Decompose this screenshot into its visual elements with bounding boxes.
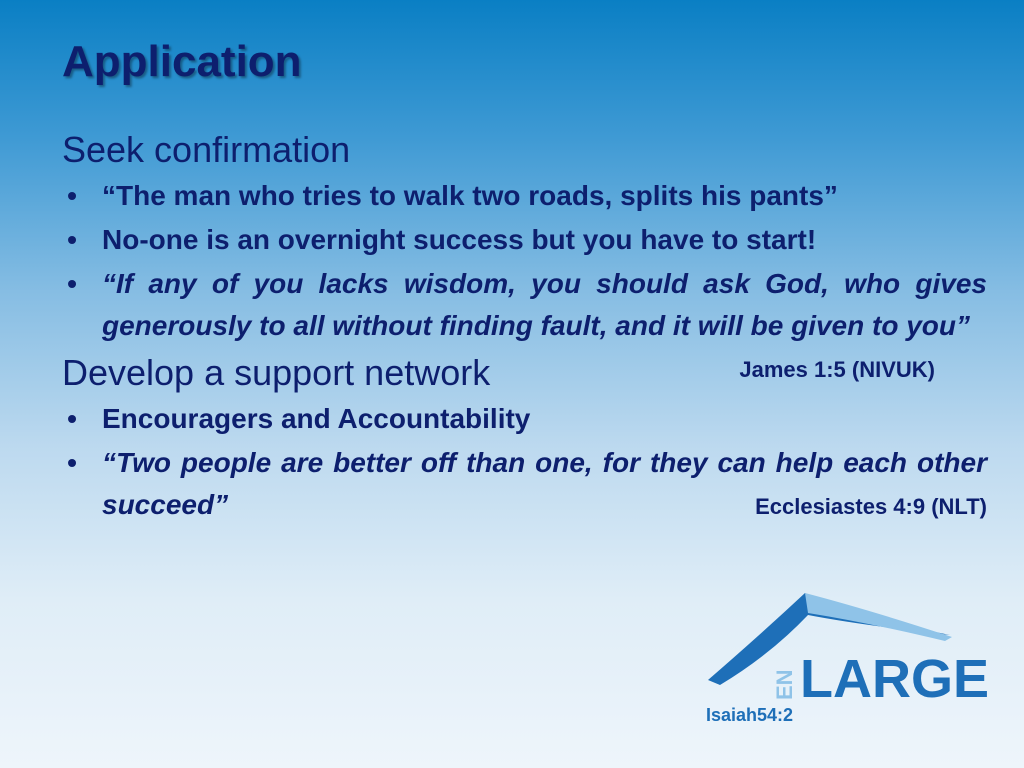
bullet-item (62, 175, 987, 217)
logo-prefix: EN (772, 669, 797, 700)
bullet-icon: • (67, 447, 77, 479)
section-heading-seek-confirmation: Seek confirmation (62, 129, 351, 170)
section-heading-support-network: Develop a support network (62, 352, 491, 394)
bullet-text: “The man who tries to walk two roads, splits his pants” (102, 180, 838, 212)
bullet-item (62, 398, 987, 440)
bullet-icon: • (67, 403, 77, 435)
bullet-text: Encouragers and Accountability (102, 403, 531, 435)
bullet-item (62, 442, 987, 526)
scripture-reference: Ecclesiastes 4:9 (NLT) (755, 494, 987, 520)
bullet-text: No-one is an overnight success but you have to start! (102, 224, 817, 256)
bullet-item (62, 219, 987, 261)
scripture-quote: “If any of you lacks wisdom, you should ask God, who gives generously to all without finding fault, and it will be given to you” (102, 268, 987, 342)
logo-verse: Isaiah54:2 (706, 705, 794, 725)
enlarge-logo (700, 585, 990, 735)
logo-word: LARGE (800, 649, 989, 709)
bullet-icon: • (67, 268, 77, 300)
bullet-icon: • (67, 224, 77, 256)
slide-content (62, 124, 987, 528)
bullet-icon: • (67, 180, 77, 212)
scripture-quote: “Two people are better off than one, for they can help each other succeed” (102, 447, 987, 521)
scripture-reference: James 1:5 (NIVUK) (739, 357, 935, 383)
slide-title: Application (62, 37, 302, 86)
